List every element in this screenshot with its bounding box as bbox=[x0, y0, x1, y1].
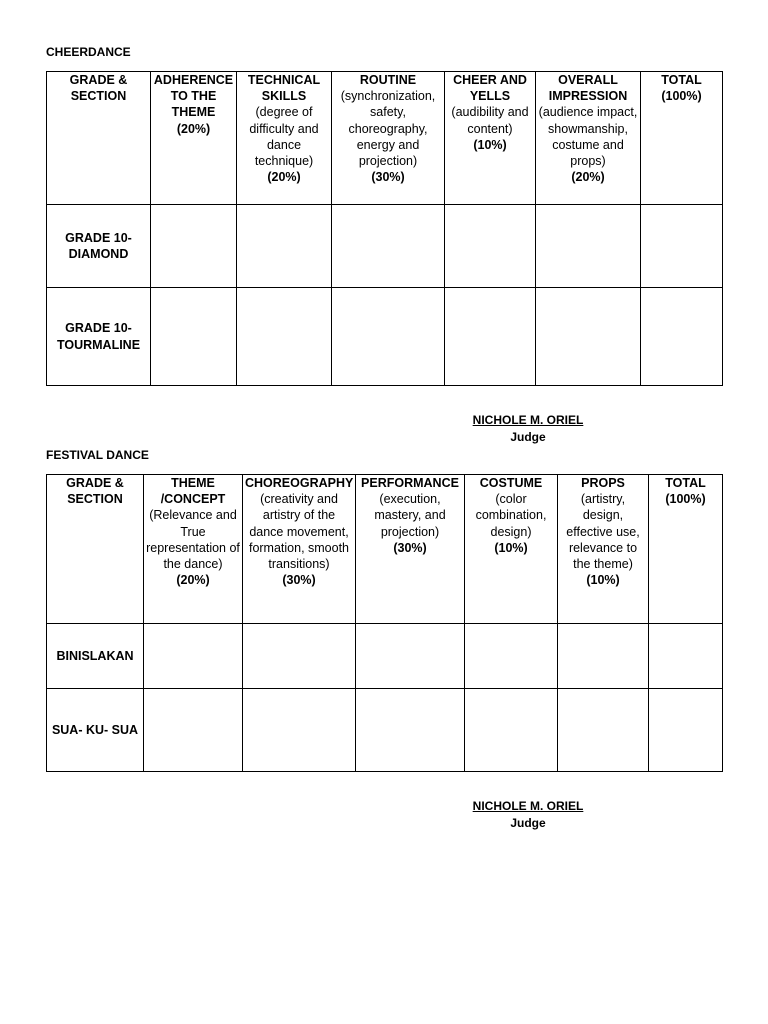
cheerdance-title: CHEERDANCE bbox=[46, 45, 131, 59]
header-theme-concept: THEME /CONCEPT (Relevance and True representation of the dance) (20%) bbox=[144, 475, 243, 624]
header-grade-section: GRADE & SECTION bbox=[47, 475, 144, 624]
score-cell[interactable] bbox=[144, 689, 243, 772]
festival-dance-title: FESTIVAL DANCE bbox=[46, 448, 149, 462]
score-cell[interactable] bbox=[445, 205, 536, 288]
score-cell[interactable] bbox=[151, 288, 237, 386]
table-row bbox=[47, 288, 723, 386]
score-cell[interactable] bbox=[465, 689, 558, 772]
row-label: GRADE 10- TOURMALINE bbox=[47, 288, 151, 386]
score-cell[interactable] bbox=[558, 624, 649, 689]
score-cell[interactable] bbox=[144, 624, 243, 689]
row-label: BINISLAKAN bbox=[47, 624, 144, 689]
judge-role: Judge bbox=[510, 430, 546, 444]
score-cell[interactable] bbox=[356, 624, 465, 689]
cheerdance-judge-signature bbox=[448, 412, 608, 446]
score-cell[interactable] bbox=[536, 205, 641, 288]
score-cell[interactable] bbox=[237, 205, 332, 288]
score-cell[interactable] bbox=[445, 288, 536, 386]
score-cell[interactable] bbox=[641, 205, 723, 288]
header-grade-section: GRADE & SECTION bbox=[47, 72, 151, 205]
score-cell[interactable] bbox=[332, 205, 445, 288]
festival-judge-signature bbox=[448, 798, 608, 832]
score-cell[interactable] bbox=[649, 689, 723, 772]
table-row bbox=[47, 205, 723, 288]
score-cell[interactable] bbox=[151, 205, 237, 288]
score-cell[interactable] bbox=[243, 624, 356, 689]
score-cell[interactable] bbox=[558, 689, 649, 772]
festival-dance-table bbox=[46, 474, 723, 772]
row-label: SUA- KU- SUA bbox=[47, 689, 144, 772]
header-total: TOTAL (100%) bbox=[649, 475, 723, 624]
judge-role: Judge bbox=[510, 816, 546, 830]
header-costume: COSTUME (color combination, design) (10%) bbox=[465, 475, 558, 624]
score-cell[interactable] bbox=[536, 288, 641, 386]
header-performance: PERFORMANCE (execution, mastery, and projection) (30%) bbox=[356, 475, 465, 624]
judge-name: NICHOLE M. ORIEL bbox=[472, 413, 584, 427]
header-cheer-yells: CHEER AND YELLS (audibility and content) (10%) bbox=[445, 72, 536, 205]
score-cell[interactable] bbox=[641, 288, 723, 386]
header-routine: ROUTINE (synchronization, safety, choreography, energy and projection) (30%) bbox=[332, 72, 445, 205]
cheerdance-table bbox=[46, 71, 723, 386]
table-row bbox=[47, 624, 723, 689]
header-adherence: ADHERENCE TO THE THEME (20%) bbox=[151, 72, 237, 205]
score-cell[interactable] bbox=[237, 288, 332, 386]
judge-name: NICHOLE M. ORIEL bbox=[472, 799, 584, 813]
header-choreography: CHOREOGRAPHY (creativity and artistry of the dance movement, formation, smooth transitions) (30%) bbox=[243, 475, 356, 624]
table-row bbox=[47, 689, 723, 772]
score-cell[interactable] bbox=[356, 689, 465, 772]
header-overall-impression: OVERALL IMPRESSION (audience impact, showmanship, costume and props) (20%) bbox=[536, 72, 641, 205]
header-props: PROPS (artistry, design, effective use, relevance to the theme) (10%) bbox=[558, 475, 649, 624]
header-total: TOTAL (100%) bbox=[641, 72, 723, 205]
score-cell[interactable] bbox=[649, 624, 723, 689]
header-technical-skills: TECHNICAL SKILLS (degree of difficulty and dance technique) (20%) bbox=[237, 72, 332, 205]
score-cell[interactable] bbox=[332, 288, 445, 386]
score-cell[interactable] bbox=[243, 689, 356, 772]
score-cell[interactable] bbox=[465, 624, 558, 689]
row-label: GRADE 10- DIAMOND bbox=[47, 205, 151, 288]
